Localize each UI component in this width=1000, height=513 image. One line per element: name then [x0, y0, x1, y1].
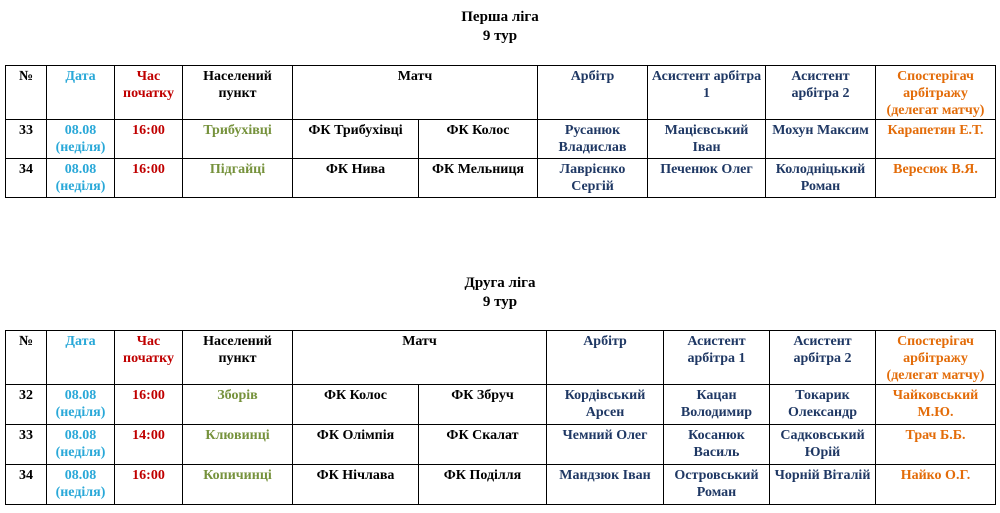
header-place: Населений пункт	[183, 331, 293, 385]
league-title-1	[0, 8, 1000, 46]
league-round: 9 тур	[482, 294, 518, 310]
match-date-value: 08.08	[64, 388, 97, 403]
match-referee: Мандзюк Іван	[547, 465, 664, 505]
match-away: ФК Мельниця	[419, 159, 538, 198]
match-assistant2: Садковський Юрій	[770, 425, 876, 465]
match-date-value: 08.08	[64, 123, 97, 138]
match-home: ФК Трибухівці	[293, 120, 419, 159]
match-num: 32	[6, 385, 47, 425]
table-row	[6, 465, 996, 505]
match-observer: Карапетян Е.Т.	[876, 120, 996, 159]
match-place: Клювинці	[183, 425, 293, 465]
table-row	[6, 425, 996, 465]
match-date-value: 08.08	[64, 468, 97, 483]
match-time: 16:00	[115, 159, 183, 198]
match-place: Трибухівці	[183, 120, 293, 159]
header-assistant1: Асистент арбітра 1	[664, 331, 770, 385]
match-observer: Найко О.Г.	[876, 465, 996, 505]
match-assistant2: Токарик Олександр	[770, 385, 876, 425]
match-day: (неділя)	[55, 485, 106, 500]
header-row	[6, 331, 996, 385]
table-row	[6, 120, 996, 159]
match-referee: Кордівський Арсен	[547, 385, 664, 425]
header-assistant1: Асистент арбітра 1	[648, 66, 766, 120]
match-date	[47, 385, 115, 425]
header-referee: Арбітр	[547, 331, 664, 385]
match-place: Зборів	[183, 385, 293, 425]
table-row	[6, 385, 996, 425]
match-observer: Трач Б.Б.	[876, 425, 996, 465]
match-day: (неділя)	[55, 179, 106, 194]
match-num: 34	[6, 159, 47, 198]
match-home: ФК Колос	[293, 385, 419, 425]
match-assistant1: Печенюк Олег	[648, 159, 766, 198]
match-date-value: 08.08	[64, 162, 97, 177]
match-date-value: 08.08	[64, 428, 97, 443]
match-assistant1: Мацієвський Іван	[648, 120, 766, 159]
schedule-table-first-league	[5, 65, 996, 198]
match-date	[47, 159, 115, 198]
header-date: Дата	[47, 66, 115, 120]
match-away: ФК Колос	[419, 120, 538, 159]
match-time: 16:00	[115, 120, 183, 159]
match-date	[47, 120, 115, 159]
header-time: Час початку	[115, 66, 183, 120]
league-round: 9 тур	[482, 28, 518, 44]
match-home: ФК Нічлава	[293, 465, 419, 505]
match-num: 33	[6, 425, 47, 465]
match-home: ФК Олімпія	[293, 425, 419, 465]
header-num: №	[6, 331, 47, 385]
match-time: 16:00	[115, 385, 183, 425]
match-place: Копичинці	[183, 465, 293, 505]
match-assistant1: Кацан Володимир	[664, 385, 770, 425]
header-match: Матч	[293, 66, 538, 120]
header-num: №	[6, 66, 47, 120]
league-name: Друга ліга	[464, 275, 536, 291]
match-assistant1: Косанюк Василь	[664, 425, 770, 465]
match-day: (неділя)	[55, 405, 106, 420]
match-assistant2: Мохун Максим	[766, 120, 876, 159]
match-day: (неділя)	[55, 140, 106, 155]
match-away: ФК Скалат	[419, 425, 547, 465]
match-observer: Чайковський М.Ю.	[876, 385, 996, 425]
match-date	[47, 465, 115, 505]
schedule-table-second-league	[5, 330, 996, 505]
match-referee: Лаврієнко Сергій	[538, 159, 648, 198]
match-home: ФК Нива	[293, 159, 419, 198]
match-num: 34	[6, 465, 47, 505]
match-assistant2: Колодніцький Роман	[766, 159, 876, 198]
header-match: Матч	[293, 331, 547, 385]
header-place: Населений пункт	[183, 66, 293, 120]
match-time: 14:00	[115, 425, 183, 465]
match-observer: Вересюк В.Я.	[876, 159, 996, 198]
header-assistant2: Асистент арбітра 2	[770, 331, 876, 385]
header-date: Дата	[47, 331, 115, 385]
match-time: 16:00	[115, 465, 183, 505]
match-referee: Чемний Олег	[547, 425, 664, 465]
header-observer: Спостерігач арбітражу (делегат матчу)	[876, 331, 996, 385]
match-date	[47, 425, 115, 465]
match-assistant2: Чорній Віталій	[770, 465, 876, 505]
header-time: Час початку	[115, 331, 183, 385]
match-assistant1: Островський Роман	[664, 465, 770, 505]
league-name: Перша ліга	[461, 9, 539, 25]
match-day: (неділя)	[55, 445, 106, 460]
header-referee: Арбітр	[538, 66, 648, 120]
league-title-2	[0, 274, 1000, 312]
header-assistant2: Асистент арбітра 2	[766, 66, 876, 120]
table-row	[6, 159, 996, 198]
header-observer: Спостерігач арбітражу (делегат матчу)	[876, 66, 996, 120]
match-num: 33	[6, 120, 47, 159]
match-place: Підгайці	[183, 159, 293, 198]
match-away: ФК Збруч	[419, 385, 547, 425]
header-row	[6, 66, 996, 120]
match-away: ФК Поділля	[419, 465, 547, 505]
match-referee: Русанюк Владислав	[538, 120, 648, 159]
